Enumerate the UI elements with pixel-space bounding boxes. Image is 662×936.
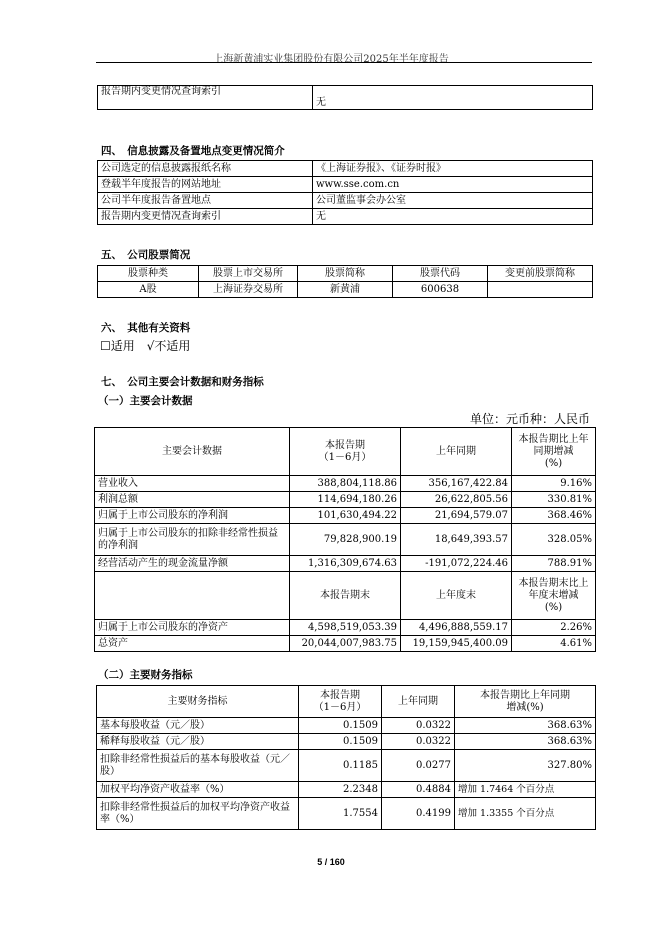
cell-current: 114,694,180.26 (290, 492, 401, 508)
subsection-indicators-title: （二）主要财务指标 (98, 669, 193, 681)
applicability-options: ☐适用 √不适用 (100, 339, 191, 353)
table-header: 主要财务指标 (97, 686, 299, 718)
table-header: 本报告期末比上年度末增减 (%) (512, 572, 596, 620)
table-header: 本报告期 （1－6月） (290, 428, 401, 476)
cell-current: 101,630,494.22 (290, 508, 401, 524)
stock-cell: A股 (98, 282, 199, 298)
cell-current: 388,804,118.86 (290, 476, 401, 492)
stock-header: 股票种类 (98, 266, 199, 282)
row-label: 归属于上市公司股东的净资产 (95, 620, 290, 636)
row-label: 归属于上市公司股东的扣除非经常性损益的净利润 (95, 524, 290, 556)
table-header: 主要会计数据 (95, 428, 290, 476)
cell-current: 0.1509 (299, 734, 382, 750)
cell-prior: 18,649,393.57 (401, 524, 512, 556)
table-header: 上年度末 (401, 572, 512, 620)
stock-header: 股票上市交易所 (199, 266, 298, 282)
cell-prior: 4,496,888,559.17 (401, 620, 512, 636)
row-label: 稀释每股收益（元／股） (97, 734, 299, 750)
cell-change: 9.16% (512, 476, 596, 492)
cell-current: 0.1509 (299, 718, 382, 734)
stock-table (97, 265, 593, 298)
change-index-label: 报告期内变更情况查询索引 (98, 86, 313, 110)
cell-current: 20,044,007,983.75 (290, 636, 401, 652)
table-header (95, 572, 290, 620)
cell-prior: 26,622,805.56 (401, 492, 512, 508)
cell-change: 328.05% (512, 524, 596, 556)
disclosure-label: 登载半年度报告的网站地址 (98, 177, 313, 193)
cell-prior: 0.0322 (382, 734, 455, 750)
cell-change: 330.81% (512, 492, 596, 508)
cell-change: 368.63% (455, 718, 596, 734)
page-header: 上海新黄浦实业集团股份有限公司2025年半年度报告 (213, 54, 449, 65)
cell-current: 79,828,900.19 (290, 524, 401, 556)
cell-prior: 19,159,945,400.09 (401, 636, 512, 652)
stock-header: 股票代码 (393, 266, 488, 282)
stock-header: 股票简称 (298, 266, 393, 282)
table-header: 本报告期 （1－6月） (299, 686, 382, 718)
section4-title: 四、 信息披露及备置地点变更情况简介 (101, 145, 285, 157)
cell-prior: -191,072,224.46 (401, 556, 512, 572)
section7-title: 七、 公司主要会计数据和财务指标 (101, 376, 264, 388)
cell-current: 0.1185 (299, 750, 382, 782)
row-label: 归属于上市公司股东的净利润 (95, 508, 290, 524)
cell-current: 1,316,309,674.63 (290, 556, 401, 572)
cell-change: 增加 1.7464 个百分点 (455, 782, 596, 798)
change-index-value: 无 (313, 86, 593, 110)
stock-cell: 新黄浦 (298, 282, 393, 298)
disclosure-value: www.sse.com.cn (313, 177, 593, 193)
section5-title: 五、 公司股票简况 (101, 249, 191, 261)
cell-change: 增加 1.3355 个百分点 (455, 798, 596, 830)
currency-unit: 单位：元币种：人民币 (469, 412, 590, 426)
row-label: 总资产 (95, 636, 290, 652)
table-header: 本报告期末 (290, 572, 401, 620)
cell-prior: 0.4199 (382, 798, 455, 830)
accounting-data-table (94, 427, 596, 652)
table-header: 本报告期比上年同期增减 (%) (512, 428, 596, 476)
disclosure-label: 公司选定的信息披露报纸名称 (98, 161, 313, 177)
cell-change: 788.91% (512, 556, 596, 572)
change-index-table (97, 85, 593, 110)
cell-prior: 0.0277 (382, 750, 455, 782)
table-header: 上年同期 (401, 428, 512, 476)
cell-change: 2.26% (512, 620, 596, 636)
cell-current: 2.2348 (299, 782, 382, 798)
row-label: 加权平均净资产收益率（%） (97, 782, 299, 798)
row-label: 经营活动产生的现金流量净额 (95, 556, 290, 572)
stock-cell: 600638 (393, 282, 488, 298)
stock-header: 变更前股票简称 (488, 266, 593, 282)
cell-change: 368.63% (455, 734, 596, 750)
cell-current: 1.7554 (299, 798, 382, 830)
cell-current: 4,598,519,053.39 (290, 620, 401, 636)
cell-change: 327.80% (455, 750, 596, 782)
row-label: 营业收入 (95, 476, 290, 492)
disclosure-label: 报告期内变更情况查询索引 (98, 209, 313, 225)
disclosure-value: 《上海证券报》、《证券时报》 (313, 161, 593, 177)
cell-prior: 0.4884 (382, 782, 455, 798)
header-divider (96, 62, 592, 63)
table-header: 本报告期比上年同期 增减(%) (455, 686, 596, 718)
page-number: 5 / 160 (317, 857, 345, 867)
disclosure-table (97, 160, 593, 225)
cell-prior: 0.0322 (382, 718, 455, 734)
row-label: 基本每股收益（元／股） (97, 718, 299, 734)
stock-cell: 上海证券交易所 (199, 282, 298, 298)
financial-indicators-table (96, 685, 596, 830)
row-label: 扣除非经常性损益后的加权平均净资产收益率（%） (97, 798, 299, 830)
cell-change: 4.61% (512, 636, 596, 652)
table-header: 上年同期 (382, 686, 455, 718)
disclosure-value: 无 (313, 209, 593, 225)
row-label: 利润总额 (95, 492, 290, 508)
disclosure-value: 公司董监事会办公室 (313, 193, 593, 209)
cell-prior: 356,167,422.84 (401, 476, 512, 492)
disclosure-label: 公司半年度报告备置地点 (98, 193, 313, 209)
cell-prior: 21,694,579.07 (401, 508, 512, 524)
row-label: 扣除非经常性损益后的基本每股收益（元／股） (97, 750, 299, 782)
subsection-accounting-title: （一）主要会计数据 (98, 395, 193, 407)
stock-cell (488, 282, 593, 298)
cell-change: 368.46% (512, 508, 596, 524)
section6-title: 六、 其他有关资料 (101, 322, 191, 334)
